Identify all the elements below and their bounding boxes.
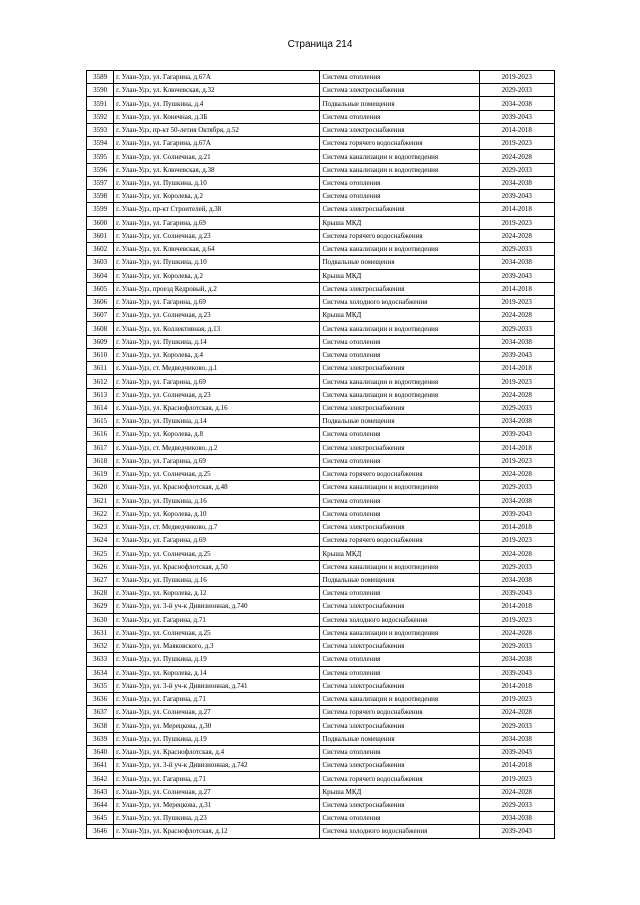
address-cell: г. Улан-Удэ, ул. Пушкина, д.16 <box>114 573 320 586</box>
repair-schedule-table <box>86 70 555 839</box>
address-cell: г. Улан-Удэ, ул. Пушкина, д.14 <box>114 335 320 348</box>
row-number: 3644 <box>87 798 114 811</box>
work-type-cell: Система отопления <box>320 507 479 520</box>
period-cell: 2039-2043 <box>479 587 555 600</box>
period-cell: 2019-2023 <box>479 693 555 706</box>
period-cell: 2029-2033 <box>479 719 555 732</box>
row-number: 3615 <box>87 415 114 428</box>
work-type-cell: Система отопления <box>320 335 479 348</box>
work-type-cell: Подвальные помещения <box>320 573 479 586</box>
row-number: 3626 <box>87 560 114 573</box>
row-number: 3596 <box>87 163 114 176</box>
period-cell: 2014-2018 <box>479 759 555 772</box>
row-number: 3634 <box>87 666 114 679</box>
address-cell: г. Улан-Удэ, ст. Медведчиково, д.7 <box>114 520 320 533</box>
work-type-cell: Система электроснабжения <box>320 282 479 295</box>
period-cell: 2019-2023 <box>479 772 555 785</box>
work-type-cell: Система электроснабжения <box>320 401 479 414</box>
table-row <box>87 772 555 785</box>
address-cell: г. Улан-Удэ, ул. Гагарина, д.71 <box>114 613 320 626</box>
table-row <box>87 176 555 189</box>
period-cell: 2029-2033 <box>479 798 555 811</box>
table-row <box>87 759 555 772</box>
table-row <box>87 798 555 811</box>
period-cell: 2024-2028 <box>479 388 555 401</box>
period-cell: 2039-2043 <box>479 428 555 441</box>
row-number: 3617 <box>87 441 114 454</box>
period-cell: 2024-2028 <box>479 547 555 560</box>
period-cell: 2014-2018 <box>479 203 555 216</box>
row-number: 3631 <box>87 626 114 639</box>
period-cell: 2019-2023 <box>479 375 555 388</box>
work-type-cell: Система канализации и водоотведения <box>320 243 479 256</box>
address-cell: г. Улан-Удэ, ул. Солнечная, д.23 <box>114 388 320 401</box>
table-row <box>87 706 555 719</box>
row-number: 3629 <box>87 600 114 613</box>
table-row <box>87 401 555 414</box>
address-cell: г. Улан-Удэ, ул. Краснофлотская, д.12 <box>114 825 320 838</box>
period-cell: 2019-2023 <box>479 534 555 547</box>
row-number: 3607 <box>87 309 114 322</box>
row-number: 3624 <box>87 534 114 547</box>
row-number: 3609 <box>87 335 114 348</box>
row-number: 3625 <box>87 547 114 560</box>
period-cell: 2024-2028 <box>479 468 555 481</box>
work-type-cell: Система горячего водоснабжения <box>320 137 479 150</box>
row-number: 3599 <box>87 203 114 216</box>
work-type-cell: Система горячего водоснабжения <box>320 772 479 785</box>
table-row <box>87 309 555 322</box>
table-row <box>87 653 555 666</box>
period-cell: 2029-2033 <box>479 560 555 573</box>
table-row <box>87 137 555 150</box>
table-row <box>87 428 555 441</box>
table-row <box>87 825 555 838</box>
table-row <box>87 415 555 428</box>
work-type-cell: Система канализации и водоотведения <box>320 626 479 639</box>
table-row <box>87 454 555 467</box>
row-number: 3616 <box>87 428 114 441</box>
work-type-cell: Система электроснабжения <box>320 84 479 97</box>
table-row <box>87 123 555 136</box>
address-cell: г. Улан-Удэ, ул. Пушкина, д.10 <box>114 176 320 189</box>
address-cell: г. Улан-Удэ, ул. Гагарина, д.71 <box>114 693 320 706</box>
table-row <box>87 534 555 547</box>
period-cell: 2034-2038 <box>479 256 555 269</box>
row-number: 3639 <box>87 732 114 745</box>
address-cell: г. Улан-Удэ, ул. Солнечная, д.23 <box>114 229 320 242</box>
table-row <box>87 573 555 586</box>
period-cell: 2019-2023 <box>479 216 555 229</box>
row-number: 3613 <box>87 388 114 401</box>
work-type-cell: Система отопления <box>320 190 479 203</box>
work-type-cell: Система отопления <box>320 494 479 507</box>
table-row <box>87 441 555 454</box>
work-type-cell: Система отопления <box>320 110 479 123</box>
address-cell: г. Улан-Удэ, ул. Пушкина, д.19 <box>114 732 320 745</box>
table-row <box>87 97 555 110</box>
table-row <box>87 494 555 507</box>
period-cell: 2034-2038 <box>479 494 555 507</box>
table-row <box>87 679 555 692</box>
table-row <box>87 785 555 798</box>
address-cell: г. Улан-Удэ, ул. Гагарина, д.67А <box>114 137 320 150</box>
table-row <box>87 547 555 560</box>
work-type-cell: Система отопления <box>320 653 479 666</box>
row-number: 3645 <box>87 812 114 825</box>
row-number: 3627 <box>87 573 114 586</box>
row-number: 3595 <box>87 150 114 163</box>
table-row <box>87 666 555 679</box>
period-cell: 2034-2038 <box>479 176 555 189</box>
period-cell: 2024-2028 <box>479 626 555 639</box>
work-type-cell: Система электроснабжения <box>320 441 479 454</box>
row-number: 3623 <box>87 520 114 533</box>
table-row <box>87 640 555 653</box>
table-row <box>87 812 555 825</box>
row-number: 3606 <box>87 295 114 308</box>
row-number: 3612 <box>87 375 114 388</box>
period-cell: 2024-2028 <box>479 150 555 163</box>
address-cell: г. Улан-Удэ, ул. Солнечная, д.25 <box>114 547 320 560</box>
work-type-cell: Система отопления <box>320 745 479 758</box>
row-number: 3622 <box>87 507 114 520</box>
work-type-cell: Система холодного водоснабжения <box>320 613 479 626</box>
page-header: Страница 214 <box>287 39 353 50</box>
period-cell: 2039-2043 <box>479 825 555 838</box>
work-type-cell: Система канализации и водоотведения <box>320 322 479 335</box>
row-number: 3600 <box>87 216 114 229</box>
table-row <box>87 229 555 242</box>
period-cell: 2039-2043 <box>479 348 555 361</box>
address-cell: г. Улан-Удэ, ул. Королева, д.12 <box>114 587 320 600</box>
row-number: 3619 <box>87 468 114 481</box>
table-row <box>87 375 555 388</box>
table-row <box>87 719 555 732</box>
work-type-cell: Система канализации и водоотведения <box>320 388 479 401</box>
row-number: 3640 <box>87 745 114 758</box>
period-cell: 2039-2043 <box>479 507 555 520</box>
address-cell: г. Улан-Удэ, ул. Солнечная, д.27 <box>114 706 320 719</box>
period-cell: 2014-2018 <box>479 600 555 613</box>
period-cell: 2029-2033 <box>479 243 555 256</box>
table-row <box>87 613 555 626</box>
address-cell: г. Улан-Удэ, ул. Конечная, д.3Б <box>114 110 320 123</box>
work-type-cell: Система отопления <box>320 348 479 361</box>
table-row <box>87 163 555 176</box>
table-row <box>87 190 555 203</box>
work-type-cell: Система электроснабжения <box>320 679 479 692</box>
row-number: 3642 <box>87 772 114 785</box>
address-cell: г. Улан-Удэ, ул. Гагарина, д.69 <box>114 454 320 467</box>
table-row <box>87 295 555 308</box>
work-type-cell: Система электроснабжения <box>320 798 479 811</box>
table-row <box>87 282 555 295</box>
address-cell: г. Улан-Удэ, ул. Гагарина, д.71 <box>114 772 320 785</box>
table-row <box>87 693 555 706</box>
address-cell: г. Улан-Удэ, ул. Краснофлотская, д.16 <box>114 401 320 414</box>
table-row <box>87 732 555 745</box>
table-row <box>87 256 555 269</box>
row-number: 3635 <box>87 679 114 692</box>
period-cell: 2019-2023 <box>479 295 555 308</box>
row-number: 3601 <box>87 229 114 242</box>
address-cell: г. Улан-Удэ, ул. Королева, д.2 <box>114 269 320 282</box>
table-row <box>87 84 555 97</box>
row-number: 3594 <box>87 137 114 150</box>
address-cell: г. Улан-Удэ, ул. Королева, д.14 <box>114 666 320 679</box>
period-cell: 2024-2028 <box>479 309 555 322</box>
address-cell: г. Улан-Удэ, ул. Гагарина, д.69 <box>114 295 320 308</box>
address-cell: г. Улан-Удэ, ул. Пушкина, д.16 <box>114 494 320 507</box>
address-cell: г. Улан-Удэ, ул. Гагарина, д.67А <box>114 71 320 84</box>
work-type-cell: Система горячего водоснабжения <box>320 534 479 547</box>
table-row <box>87 348 555 361</box>
period-cell: 2024-2028 <box>479 785 555 798</box>
work-type-cell: Система электроснабжения <box>320 203 479 216</box>
work-type-cell: Система канализации и водоотведения <box>320 375 479 388</box>
work-type-cell: Система холодного водоснабжения <box>320 825 479 838</box>
address-cell: г. Улан-Удэ, ст. Медведчиково, д.1 <box>114 362 320 375</box>
address-cell: г. Улан-Удэ, ул. Солнечная, д.27 <box>114 785 320 798</box>
work-type-cell: Система отопления <box>320 454 479 467</box>
table-row <box>87 269 555 282</box>
row-number: 3614 <box>87 401 114 414</box>
work-type-cell: Система канализации и водоотведения <box>320 150 479 163</box>
work-type-cell: Крыша МКД <box>320 785 479 798</box>
table-row <box>87 203 555 216</box>
address-cell: г. Улан-Удэ, ул. Гагарина, д.69 <box>114 534 320 547</box>
row-number: 3598 <box>87 190 114 203</box>
period-cell: 2014-2018 <box>479 520 555 533</box>
table-row <box>87 468 555 481</box>
address-cell: г. Улан-Удэ, ул. Гагарина, д.69 <box>114 375 320 388</box>
work-type-cell: Система электроснабжения <box>320 640 479 653</box>
period-cell: 2039-2043 <box>479 666 555 679</box>
period-cell: 2014-2018 <box>479 679 555 692</box>
period-cell: 2029-2033 <box>479 640 555 653</box>
address-cell: г. Улан-Удэ, ул. Ключевская, д.32 <box>114 84 320 97</box>
address-cell: г. Улан-Удэ, ул. Пушкина, д.14 <box>114 415 320 428</box>
work-type-cell: Подвальные помещения <box>320 97 479 110</box>
address-cell: г. Улан-Удэ, ул. Мерецкова, д.31 <box>114 798 320 811</box>
row-number: 3602 <box>87 243 114 256</box>
table-row <box>87 71 555 84</box>
address-cell: г. Улан-Удэ, проезд Кедровый, д.2 <box>114 282 320 295</box>
address-cell: г. Улан-Удэ, ул. 3-й уч-к Дивизионная, д.741 <box>114 679 320 692</box>
row-number: 3633 <box>87 653 114 666</box>
period-cell: 2014-2018 <box>479 282 555 295</box>
work-type-cell: Система холодного водоснабжения <box>320 295 479 308</box>
work-type-cell: Система электроснабжения <box>320 600 479 613</box>
period-cell: 2039-2043 <box>479 269 555 282</box>
row-number: 3591 <box>87 97 114 110</box>
address-cell: г. Улан-Удэ, ул. Краснофлотская, д.50 <box>114 560 320 573</box>
work-type-cell: Система электроснабжения <box>320 520 479 533</box>
address-cell: г. Улан-Удэ, ул. Краснофлотская, д.4 <box>114 745 320 758</box>
work-type-cell: Система электроснабжения <box>320 719 479 732</box>
table-row <box>87 150 555 163</box>
table-row <box>87 388 555 401</box>
address-cell: г. Улан-Удэ, ст. Медведчиково, д.2 <box>114 441 320 454</box>
address-cell: г. Улан-Удэ, ул. Коллективная, д.13 <box>114 322 320 335</box>
work-type-cell: Крыша МКД <box>320 309 479 322</box>
address-cell: г. Улан-Удэ, пр-кт 50-летия Октября, д.52 <box>114 123 320 136</box>
row-number: 3641 <box>87 759 114 772</box>
period-cell: 2029-2033 <box>479 84 555 97</box>
address-cell: г. Улан-Удэ, ул. 3-й уч-к Дивизионная, д.740 <box>114 600 320 613</box>
period-cell: 2014-2018 <box>479 362 555 375</box>
address-cell: г. Улан-Удэ, ул. Королева, д.10 <box>114 507 320 520</box>
row-number: 3611 <box>87 362 114 375</box>
row-number: 3636 <box>87 693 114 706</box>
period-cell: 2039-2043 <box>479 190 555 203</box>
row-number: 3621 <box>87 494 114 507</box>
row-number: 3646 <box>87 825 114 838</box>
period-cell: 2019-2023 <box>479 137 555 150</box>
period-cell: 2014-2018 <box>479 123 555 136</box>
work-type-cell: Система отопления <box>320 176 479 189</box>
table-row <box>87 626 555 639</box>
table-row <box>87 520 555 533</box>
address-cell: г. Улан-Удэ, ул. Пушкина, д.4 <box>114 97 320 110</box>
work-type-cell: Система канализации и водоотведения <box>320 693 479 706</box>
address-cell: г. Улан-Удэ, ул. Королева, д.2 <box>114 190 320 203</box>
row-number: 3637 <box>87 706 114 719</box>
row-number: 3605 <box>87 282 114 295</box>
period-cell: 2034-2038 <box>479 335 555 348</box>
period-cell: 2029-2033 <box>479 401 555 414</box>
address-cell: г. Улан-Удэ, ул. Пушкина, д.10 <box>114 256 320 269</box>
row-number: 3618 <box>87 454 114 467</box>
address-cell: г. Улан-Удэ, ул. Мерецкова, д.30 <box>114 719 320 732</box>
row-number: 3632 <box>87 640 114 653</box>
address-cell: г. Улан-Удэ, ул. 3-й уч-к Дивизионная, д.742 <box>114 759 320 772</box>
work-type-cell: Система отопления <box>320 666 479 679</box>
row-number: 3590 <box>87 84 114 97</box>
address-cell: г. Улан-Удэ, ул. Солнечная, д.21 <box>114 150 320 163</box>
work-type-cell: Крыша МКД <box>320 216 479 229</box>
work-type-cell: Система электроснабжения <box>320 362 479 375</box>
row-number: 3620 <box>87 481 114 494</box>
work-type-cell: Система электроснабжения <box>320 759 479 772</box>
period-cell: 2034-2038 <box>479 573 555 586</box>
address-cell: г. Улан-Удэ, ул. Солнечная, д.23 <box>114 309 320 322</box>
period-cell: 2039-2043 <box>479 745 555 758</box>
work-type-cell: Система электроснабжения <box>320 123 479 136</box>
table-row <box>87 110 555 123</box>
table-row <box>87 587 555 600</box>
work-type-cell: Система отопления <box>320 812 479 825</box>
row-number: 3593 <box>87 123 114 136</box>
work-type-cell: Система отопления <box>320 587 479 600</box>
period-cell: 2024-2028 <box>479 706 555 719</box>
address-cell: г. Улан-Удэ, пр-кт Строителей, д.38 <box>114 203 320 216</box>
period-cell: 2034-2038 <box>479 97 555 110</box>
address-cell: г. Улан-Удэ, ул. Ключевская, д.38 <box>114 163 320 176</box>
address-cell: г. Улан-Удэ, ул. Краснофлотская, д.48 <box>114 481 320 494</box>
period-cell: 2029-2033 <box>479 481 555 494</box>
work-type-cell: Система горячего водоснабжения <box>320 468 479 481</box>
address-cell: г. Улан-Удэ, ул. Пушкина, д.19 <box>114 653 320 666</box>
table-row <box>87 600 555 613</box>
row-number: 3643 <box>87 785 114 798</box>
address-cell: г. Улан-Удэ, ул. Пушкина, д.23 <box>114 812 320 825</box>
address-cell: г. Улан-Удэ, ул. Королева, д.4 <box>114 348 320 361</box>
table-row <box>87 481 555 494</box>
period-cell: 2019-2023 <box>479 71 555 84</box>
work-type-cell: Подвальные помещения <box>320 256 479 269</box>
row-number: 3608 <box>87 322 114 335</box>
period-cell: 2014-2018 <box>479 441 555 454</box>
period-cell: 2029-2033 <box>479 163 555 176</box>
address-cell: г. Улан-Удэ, ул. Гагарина, д.69 <box>114 216 320 229</box>
work-type-cell: Система канализации и водоотведения <box>320 481 479 494</box>
table-row <box>87 507 555 520</box>
period-cell: 2034-2038 <box>479 732 555 745</box>
row-number: 3597 <box>87 176 114 189</box>
address-cell: г. Улан-Удэ, ул. Маяковского, д.3 <box>114 640 320 653</box>
row-number: 3604 <box>87 269 114 282</box>
period-cell: 2029-2033 <box>479 322 555 335</box>
row-number: 3592 <box>87 110 114 123</box>
row-number: 3589 <box>87 71 114 84</box>
work-type-cell: Подвальные помещения <box>320 732 479 745</box>
period-cell: 2034-2038 <box>479 653 555 666</box>
period-cell: 2034-2038 <box>479 415 555 428</box>
row-number: 3638 <box>87 719 114 732</box>
address-cell: г. Улан-Удэ, ул. Солнечная, д.25 <box>114 626 320 639</box>
work-type-cell: Система отопления <box>320 428 479 441</box>
work-type-cell: Крыша МКД <box>320 547 479 560</box>
address-cell: г. Улан-Удэ, ул. Солнечная, д.25 <box>114 468 320 481</box>
work-type-cell: Система канализации и водоотведения <box>320 560 479 573</box>
work-type-cell: Система отопления <box>320 71 479 84</box>
address-cell: г. Улан-Удэ, ул. Королева, д.8 <box>114 428 320 441</box>
period-cell: 2019-2023 <box>479 613 555 626</box>
work-type-cell: Система горячего водоснабжения <box>320 706 479 719</box>
row-number: 3610 <box>87 348 114 361</box>
table-body <box>87 71 555 839</box>
work-type-cell: Подвальные помещения <box>320 415 479 428</box>
work-type-cell: Крыша МКД <box>320 269 479 282</box>
table-row <box>87 362 555 375</box>
row-number: 3628 <box>87 587 114 600</box>
row-number: 3630 <box>87 613 114 626</box>
row-number: 3603 <box>87 256 114 269</box>
table-row <box>87 560 555 573</box>
period-cell: 2024-2028 <box>479 229 555 242</box>
work-type-cell: Система горячего водоснабжения <box>320 229 479 242</box>
period-cell: 2034-2038 <box>479 812 555 825</box>
table-row <box>87 335 555 348</box>
table-row <box>87 216 555 229</box>
table-row <box>87 322 555 335</box>
table-row <box>87 745 555 758</box>
address-cell: г. Улан-Удэ, ул. Ключевская, д.64 <box>114 243 320 256</box>
period-cell: 2019-2023 <box>479 454 555 467</box>
work-type-cell: Система канализации и водоотведения <box>320 163 479 176</box>
table-row <box>87 243 555 256</box>
period-cell: 2039-2043 <box>479 110 555 123</box>
